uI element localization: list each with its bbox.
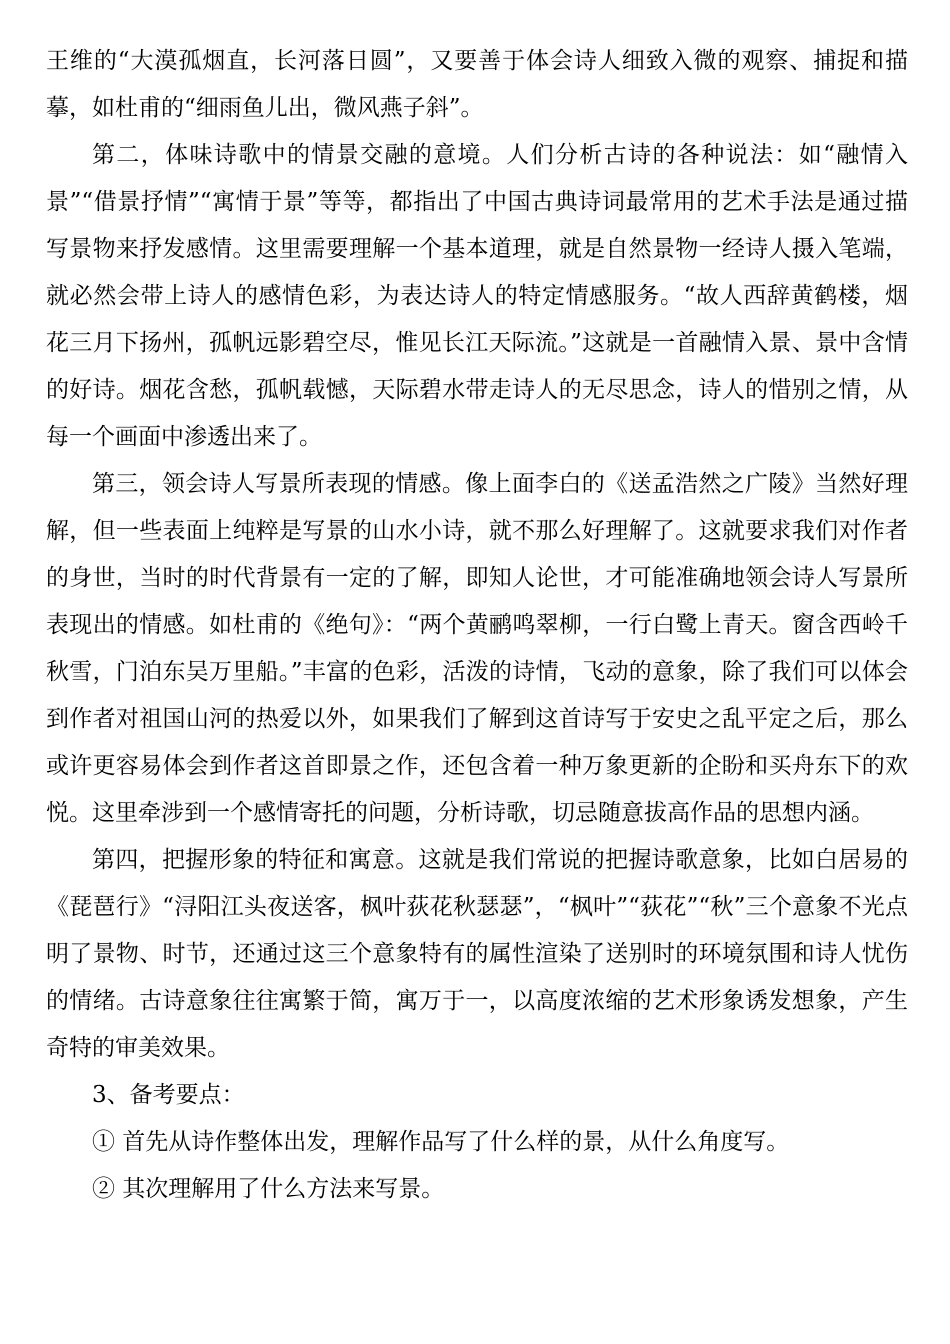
paragraph-fourth-point: 第四，把握形象的特征和寓意。这就是我们常说的把握诗歌意象，比如白居易的《琵琶行》“浔阳江头夜送客，枫叶荻花秋瑟瑟”，“枫叶”“荻花”“秋”三个意象不光点明了景物、时节，还通过这三个意象特有的属性渲染了送别时的环境氛围和诗人忧伤的情绪。古诗意象往往寓繁于简，寓万于一，以高度浓缩的艺术形象诱发想象，产生奇特的审美效果。 (46, 847, 908, 1061)
paragraph-second-point: 第二，体味诗歌中的情景交融的意境。人们分析古诗的各种说法：如“融情入景”“借景抒情”“寓情于景”等等，都指出了中国古典诗词最常用的艺术手法是通过描写景物来抒发感情。这里需要理解一个基本道理，就是自然景物一经诗人摄入笔端，就必然会带上诗人的感情色彩，为表达诗人的特定情感服务。“故人西辞黄鹤楼，烟花三月下扬州，孤帆远影碧空尽，惟见长江天际流。”这就是一首融情入景、景中含情的好诗。烟花含愁，孤帆载憾，天际碧水带走诗人的无尽思念，诗人的惜别之情，从每一个画面中渗透出来了。 (46, 142, 908, 450)
list-item: ② 其次理解用了什么方法来写景。 (92, 1176, 445, 1202)
section-heading: 3、备考要点： (92, 1082, 245, 1108)
list-item: ① 首先从诗作整体出发，理解作品写了什么样的景，从什么角度写。 (92, 1129, 790, 1155)
paragraph-continuation: 王维的“大漠孤烟直，长河落日圆”，又要善于体会诗人细致入微的观察、捕捉和描摹，如杜甫的“细雨鱼儿出，微风燕子斜”。 (46, 48, 908, 121)
paragraph-third-point: 第三，领会诗人写景所表现的情感。像上面李白的《送孟浩然之广陵》当然好理解，但一些表面上纯粹是写景的山水小诗，就不那么好理解了。这就要求我们对作者的身世，当时的时代背景有一定的了解，即知人论世，才可能准确地领会诗人写景所表现出的情感。如杜甫的《绝句》：“两个黄鹂鸣翠柳，一行白鹭上青天。窗含西岭千秋雪，门泊东吴万里船。”丰富的色彩，活泼的诗情，飞动的意象，除了我们可以体会到作者对祖国山河的热爱以外，如果我们了解到这首诗写于安史之乱平定之后，那么或许更容易体会到作者这首即景之作，还包含着一种万象更新的企盼和买舟东下的欢悦。这里牵涉到一个感情寄托的问题，分析诗歌，切忌随意拔高作品的思想内涵。 (46, 471, 908, 826)
document-page (46, 38, 908, 1213)
